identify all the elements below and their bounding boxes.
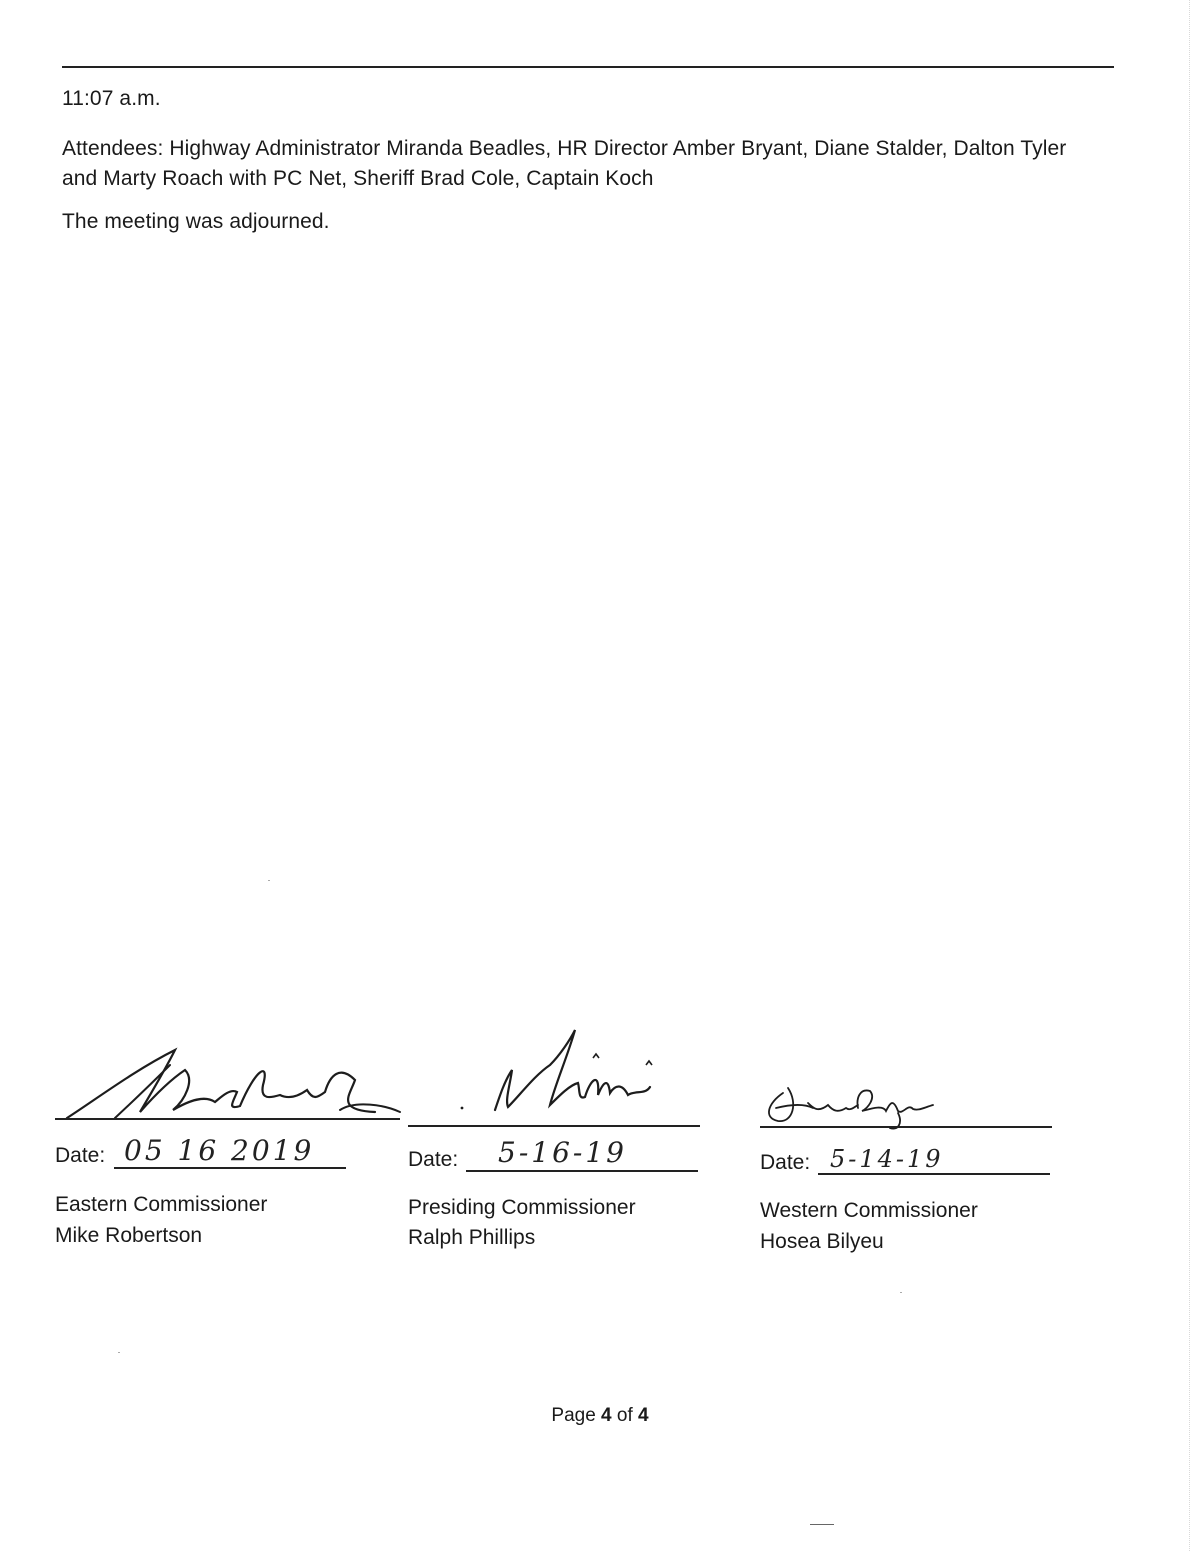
signer-name: Mike Robertson bbox=[55, 1224, 203, 1247]
attendees-paragraph: Attendees: Highway Administrator Miranda Beadles, HR Director Amber Bryant, Diane Stalder, Dalton Tyler and Marty Roach with PC Net, Sheriff Brad Cole, Captain Koch bbox=[62, 137, 1067, 190]
signer-name: Ralph Phillips bbox=[408, 1226, 536, 1249]
page-current: 4 bbox=[601, 1405, 612, 1426]
date-line bbox=[818, 1173, 1050, 1175]
signer-role: Western Commissioner bbox=[760, 1199, 978, 1222]
meeting-time: 11:07 a.m. bbox=[62, 87, 161, 110]
date-line bbox=[114, 1167, 346, 1169]
handwritten-date: 5-14-19 bbox=[830, 1145, 944, 1173]
signer-role: Eastern Commissioner bbox=[55, 1193, 268, 1216]
scan-speck bbox=[118, 1352, 120, 1353]
page-number bbox=[0, 1403, 1200, 1429]
handwritten-signature-bilyeu bbox=[758, 1073, 958, 1143]
signer-role: Presiding Commissioner bbox=[408, 1196, 636, 1219]
date-label: Date: bbox=[760, 1151, 811, 1174]
date-label: Date: bbox=[55, 1144, 106, 1167]
date-label: Date: bbox=[408, 1148, 459, 1171]
scan-speck bbox=[900, 1292, 902, 1293]
handwritten-date: 5-16-19 bbox=[498, 1136, 627, 1169]
signer-name: Hosea Bilyeu bbox=[760, 1230, 884, 1253]
header-rule bbox=[62, 66, 1114, 68]
page-prefix: Page bbox=[551, 1405, 602, 1426]
page-separator: of bbox=[611, 1405, 639, 1426]
page-total: 4 bbox=[638, 1405, 649, 1426]
scan-speck bbox=[268, 880, 270, 881]
signature-line bbox=[760, 1126, 1052, 1128]
signature-line bbox=[55, 1118, 400, 1120]
handwritten-date: 05 16 2019 bbox=[124, 1134, 315, 1167]
handwritten-signature-robertson bbox=[55, 1040, 405, 1125]
scan-dash-artifact bbox=[810, 1524, 834, 1525]
handwritten-signature-phillips bbox=[450, 1025, 670, 1125]
date-line bbox=[466, 1170, 698, 1172]
adjourned-statement: The meeting was adjourned. bbox=[62, 210, 330, 233]
scan-edge-artifact bbox=[1189, 0, 1200, 1551]
signature-line bbox=[408, 1125, 700, 1127]
